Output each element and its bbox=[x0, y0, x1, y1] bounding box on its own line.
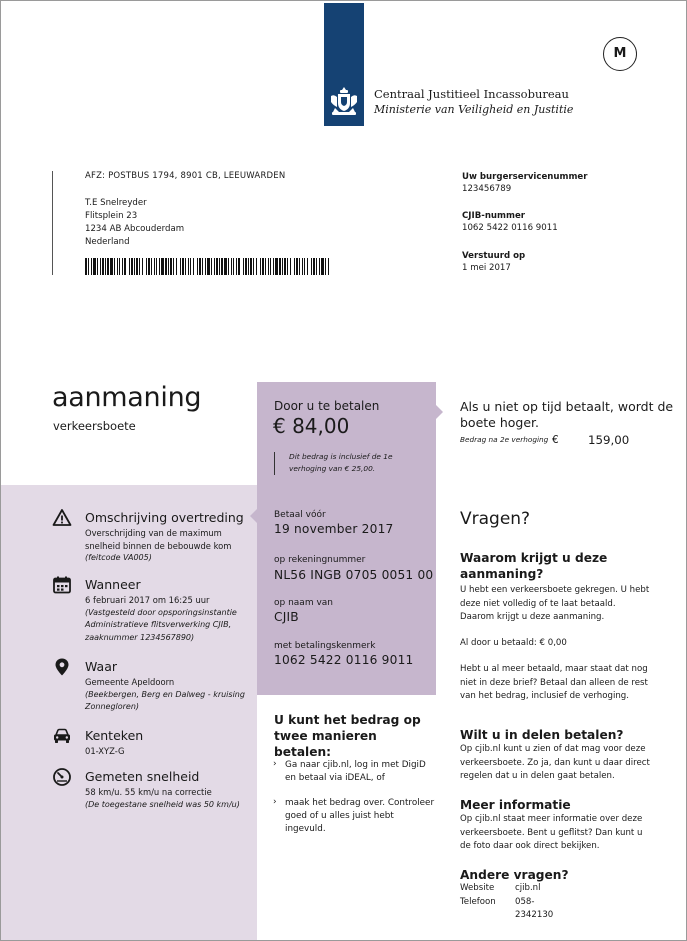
phone-value: 058-2342130 bbox=[515, 896, 554, 920]
reference-value: 1062 5422 0116 9011 bbox=[274, 653, 414, 667]
payment-methods-title: U kunt het bedrag op twee manieren betalen: bbox=[274, 713, 421, 759]
barcode-bar bbox=[142, 258, 143, 275]
payment-method-item: Ga naar cjib.nl, log in met DigiD en betaal via iDEAL, of bbox=[285, 760, 426, 783]
address-divider bbox=[52, 171, 53, 275]
barcode-bar bbox=[307, 258, 308, 275]
q1-paid: Al door u betaald: € 0,00 bbox=[460, 638, 567, 648]
where-municipality: Gemeente Apeldoorn bbox=[85, 677, 175, 687]
website-label: Website bbox=[460, 883, 495, 893]
barcode-bar bbox=[159, 258, 160, 275]
barcode-bar bbox=[190, 258, 191, 275]
barcode-bar bbox=[207, 258, 210, 275]
q2-heading: Wilt u in delen betalen? bbox=[460, 728, 624, 742]
barcode-bar bbox=[88, 258, 89, 275]
barcode-bar bbox=[224, 258, 227, 275]
barcode-bar bbox=[245, 258, 247, 275]
phone-row bbox=[460, 896, 554, 920]
reference-label: met betalingskenmerk bbox=[274, 641, 376, 651]
amount-note: Dit bedrag is inclusief de 1e verhoging van € 25,00. bbox=[289, 452, 393, 473]
barcode-bar bbox=[228, 258, 229, 275]
barcode-bar bbox=[124, 258, 126, 275]
address-line: 1234 AB Abcouderdam bbox=[85, 224, 185, 234]
barcode-bar bbox=[202, 258, 203, 275]
bsn-value: 123456789 bbox=[462, 184, 512, 194]
address-line: Flitsplein 23 bbox=[85, 211, 138, 221]
barcode-bar bbox=[311, 258, 312, 275]
barcode-bar bbox=[290, 258, 291, 275]
speed-measured: 58 km/u. 55 km/u na correctie bbox=[85, 787, 212, 797]
barcode-bar bbox=[146, 258, 147, 275]
barcode-bar bbox=[161, 258, 164, 275]
q4-heading: Andere vragen? bbox=[460, 868, 569, 882]
pay-before-value: 19 november 2017 bbox=[274, 522, 394, 536]
org-name: Centraal Justitieel Incassobureau bbox=[374, 87, 569, 101]
plate-value: 01-XYZ-G bbox=[85, 746, 125, 756]
speed-note: (De toegestane snelheid was 50 km/u) bbox=[85, 799, 240, 809]
chevron-right-icon: › bbox=[273, 759, 277, 769]
barcode-bar bbox=[216, 258, 218, 275]
barcode-bar bbox=[214, 258, 215, 275]
barcode-bar bbox=[302, 258, 303, 275]
barcode-bar bbox=[168, 258, 169, 275]
barcode-bar bbox=[151, 258, 152, 275]
when-date: 6 februari 2017 om 16:25 uur bbox=[85, 595, 210, 605]
barcode-bar bbox=[304, 258, 305, 275]
barcode-bar bbox=[93, 258, 96, 275]
barcode-bar bbox=[221, 258, 223, 275]
barcode-bar bbox=[316, 258, 317, 275]
barcode-bar bbox=[105, 258, 106, 275]
barcode-bar bbox=[321, 258, 324, 275]
cjib-block bbox=[462, 210, 558, 234]
barcode-bar bbox=[148, 258, 150, 275]
where-text bbox=[85, 676, 255, 714]
barcode-bar bbox=[282, 258, 283, 275]
name-value: CJIB bbox=[274, 610, 299, 624]
barcode-bar bbox=[313, 258, 315, 275]
barcode-bar bbox=[319, 258, 320, 275]
barcode-bar bbox=[262, 258, 264, 275]
barcode-bar bbox=[156, 258, 157, 275]
contact-block bbox=[460, 882, 554, 920]
barcode-bar bbox=[270, 258, 271, 275]
speed-heading: Gemeten snelheid bbox=[85, 769, 200, 784]
account-label: op rekeningnummer bbox=[274, 555, 366, 565]
speed-text bbox=[85, 786, 255, 811]
barcode-bar bbox=[134, 258, 135, 275]
q2-text: Op cjib.nl kunt u zien of dat mag voor deze verkeersboete. Zo ja, dan kunt u daar direct regelen dat u in delen gaat betalen. bbox=[460, 744, 650, 781]
name-label: op naam van bbox=[274, 598, 333, 608]
account-value: NL56 INGB 0705 0051 00 bbox=[274, 568, 434, 582]
q1-heading: Waarom krijgt u deze aanmaning? bbox=[460, 551, 608, 581]
barcode-bar bbox=[173, 258, 174, 275]
address-line: T.E Snelreyder bbox=[85, 198, 147, 208]
barcode-bar bbox=[85, 258, 87, 275]
cjib-value: 1062 5422 0116 9011 bbox=[462, 223, 558, 233]
sender-address: AFZ: POSTBUS 1794, 8901 CB, LEEUWARDEN bbox=[85, 171, 286, 181]
pay-before-label: Betaal vóór bbox=[274, 510, 326, 520]
recipient-address bbox=[85, 197, 184, 249]
barcode-bar bbox=[296, 258, 298, 275]
barcode-bar bbox=[176, 258, 177, 275]
barcode-bar bbox=[136, 258, 138, 275]
plate-heading: Kenteken bbox=[85, 728, 144, 743]
barcode-bar bbox=[238, 258, 240, 275]
barcode-bar bbox=[275, 258, 278, 275]
q3-heading: Meer informatie bbox=[460, 798, 571, 812]
barcode-bar bbox=[165, 258, 167, 275]
barcode-bar bbox=[185, 258, 186, 275]
car-icon bbox=[52, 726, 72, 746]
barcode-bar bbox=[205, 258, 206, 275]
barcode-bar bbox=[243, 258, 244, 275]
barcode-bar bbox=[91, 258, 92, 275]
sent-block bbox=[462, 250, 525, 274]
barcode-bar bbox=[170, 258, 172, 275]
m-badge: M bbox=[603, 37, 637, 71]
offense-description: Overschrijding van de maximum snelheid binnen de bebouwde kom bbox=[85, 528, 232, 551]
calendar-icon bbox=[52, 575, 72, 595]
barcode-bar bbox=[100, 258, 101, 275]
address-line: Nederland bbox=[85, 237, 130, 247]
barcode-bar bbox=[279, 258, 281, 275]
barcode-bar bbox=[253, 258, 254, 275]
offense-code: (feitcode VA005) bbox=[85, 553, 152, 562]
barcode-bar bbox=[131, 258, 133, 275]
barcode-bar bbox=[117, 258, 118, 275]
barcode-bar bbox=[328, 258, 329, 275]
barcode-bar bbox=[260, 258, 261, 275]
sent-label: Verstuurd op bbox=[462, 251, 526, 261]
barcode-bar bbox=[265, 258, 266, 275]
barcode-bar bbox=[119, 258, 120, 275]
barcode-bar bbox=[180, 258, 181, 275]
barcode-bar bbox=[114, 258, 115, 275]
page-subtitle: verkeersboete bbox=[53, 419, 136, 433]
barcode-bar bbox=[110, 258, 113, 275]
bsn-label: Uw burgerservicenummer bbox=[462, 172, 588, 182]
barcode-bar bbox=[325, 258, 326, 275]
questions-title: Vragen? bbox=[460, 509, 531, 529]
speedometer-icon bbox=[52, 767, 72, 787]
when-heading: Wanneer bbox=[85, 577, 141, 592]
where-note: (Beekbergen, Berg en Dalweg - kruising Zonnegloren) bbox=[85, 689, 245, 711]
offense-heading: Omschrijving overtreding bbox=[85, 510, 244, 525]
ministry-name: Ministerie van Veiligheid en Justitie bbox=[374, 103, 574, 116]
when-note: (Vastgesteld door opsporingsinstantie Administratieve flitsverwerking CJIB, zaaknummer 1234567890) bbox=[85, 607, 237, 642]
website-row bbox=[460, 882, 541, 896]
barcode-bar bbox=[287, 258, 288, 275]
barcode-bar bbox=[129, 258, 130, 275]
location-pin-icon bbox=[52, 657, 72, 677]
barcode-bar bbox=[107, 258, 109, 275]
barcode-bar bbox=[97, 258, 98, 275]
barcode-bar bbox=[284, 258, 286, 275]
barcode-bar bbox=[273, 258, 274, 275]
barcode-bar bbox=[294, 258, 295, 275]
barcode-bar bbox=[139, 258, 140, 275]
postal-barcode bbox=[85, 258, 330, 275]
second-increase-currency: € bbox=[552, 434, 559, 446]
barcode-bar bbox=[197, 258, 198, 275]
bsn-block bbox=[462, 171, 588, 195]
q3-text: Op cjib.nl staat meer informatie over deze verkeersboete. Bent u geflitst? Dan kunt u de foto daar ook direct bekijken. bbox=[460, 814, 643, 851]
when-text bbox=[85, 594, 255, 644]
late-payment-warning: Als u niet op tijd betaalt, wordt de boete hoger. bbox=[460, 399, 674, 430]
page-title: aanmaning bbox=[52, 382, 202, 413]
barcode-bar bbox=[154, 258, 155, 275]
second-increase-label: Bedrag na 2e verhoging bbox=[460, 435, 549, 444]
barcode-bar bbox=[211, 258, 212, 275]
offense-text bbox=[85, 527, 255, 565]
barcode-bar bbox=[299, 258, 300, 275]
barcode-bar bbox=[122, 258, 123, 275]
barcode-bar bbox=[182, 258, 184, 275]
barcode-bar bbox=[219, 258, 220, 275]
q1-more: Hebt u al meer betaald, maar staat dat nog niet in deze brief? Betaal dan alleen de rest van het bedrag, inclusief de verhoging. bbox=[460, 664, 648, 701]
barcode-bar bbox=[199, 258, 201, 275]
barcode-bar bbox=[250, 258, 252, 275]
coat-of-arms-icon bbox=[327, 84, 361, 118]
barcode-bar bbox=[102, 258, 104, 275]
barcode-bar bbox=[233, 258, 234, 275]
website-link[interactable]: cjib.nl bbox=[515, 883, 541, 893]
payment-method-item: maak het bedrag over. Controleer goed of u alles juist hebt ingevuld. bbox=[285, 798, 435, 834]
cjib-label: CJIB-nummer bbox=[462, 211, 526, 221]
arrow-right-pointer bbox=[436, 405, 443, 419]
to-pay-label: Door u te betalen bbox=[274, 399, 380, 413]
warning-triangle-icon bbox=[52, 508, 72, 528]
barcode-bar bbox=[248, 258, 249, 275]
barcode-bar bbox=[268, 258, 269, 275]
where-heading: Waar bbox=[85, 659, 118, 674]
barcode-bar bbox=[236, 258, 237, 275]
arrow-left-pointer bbox=[250, 509, 257, 523]
phone-label: Telefoon bbox=[460, 896, 496, 907]
barcode-bar bbox=[256, 258, 257, 275]
second-increase-amount: 159,00 bbox=[588, 433, 630, 447]
q1-text: U hebt een verkeersboete gekregen. U hebt deze niet volledig of te laat betaald. Daarom krijgt u deze aanmaning. bbox=[460, 585, 650, 622]
sent-value: 1 mei 2017 bbox=[462, 263, 511, 273]
chevron-right-icon: › bbox=[273, 797, 277, 807]
barcode-bar bbox=[188, 258, 189, 275]
barcode-bar bbox=[193, 258, 194, 275]
amount-due: € 84,00 bbox=[273, 414, 350, 438]
note-divider bbox=[274, 452, 275, 475]
barcode-bar bbox=[231, 258, 232, 275]
